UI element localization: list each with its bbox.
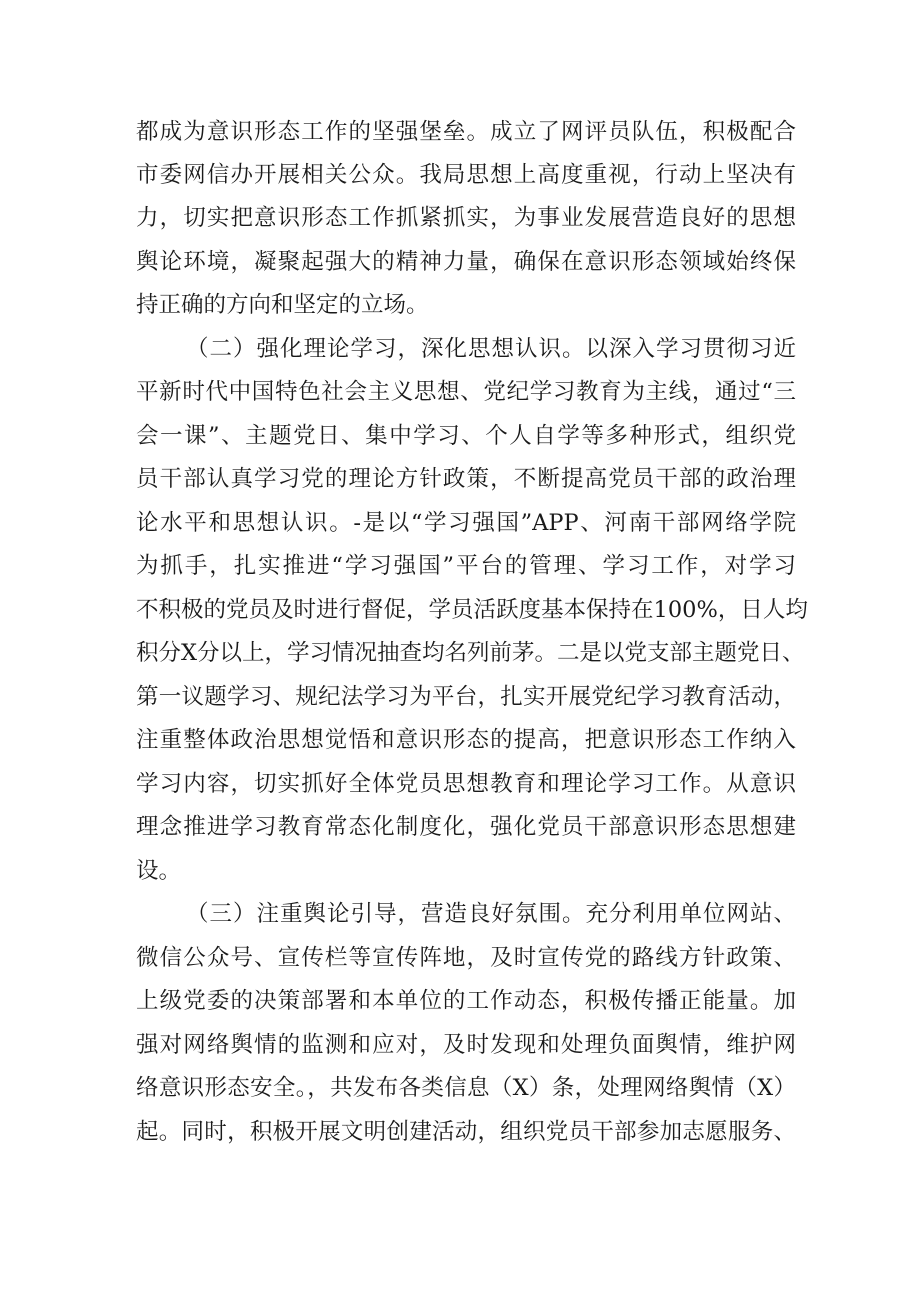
text-line: 舆论环境，凝聚起强大的精神力量，确保在意识形态领域始终保 <box>136 249 796 275</box>
text-line: 平新时代中国特色社会主义思想、党纪学习教育为主线，通过“三 <box>136 379 796 405</box>
text-line: 为抓手，扎实推进“学习强国”平台的管理、学习工作，对学习 <box>136 553 796 579</box>
text-line: 不积极的党员及时进行督促，学员活跃度基本保持在100%，日人均 <box>136 597 808 623</box>
text-line: 微信公众号、宣传栏等宣传阵地，及时宣传党的路线方针政策、 <box>136 945 796 971</box>
text-line: 学习内容，切实抓好全体党员思想教育和理论学习工作。从意识 <box>136 771 796 797</box>
text-line: 论水平和思想认识。-是以“学习强国”APP、河南干部网络学院 <box>136 510 796 536</box>
paragraph-heading-line: （三）注重舆论引导，营造良好氛围。充分利用单位网站、 <box>186 901 796 927</box>
text-line: 络意识形态安全。，共发布各类信息（X）条，处理网络舆情（X） <box>136 1075 796 1101</box>
text-line: 都成为意识形态工作的坚强堡垒。成立了网评员队伍，积极配合 <box>136 119 796 145</box>
text-line: 起。同时，积极开展文明创建活动，组织党员干部参加志愿服务、 <box>136 1119 796 1145</box>
text-line: 员干部认真学习党的理论方针政策，不断提高党员干部的政治理 <box>136 466 796 492</box>
text-line: 强对网络舆情的监测和应对，及时发现和处理负面舆情，维护网 <box>136 1032 796 1058</box>
text-line: 理念推进学习教育常态化制度化，强化党员干部意识形态思想建 <box>136 814 796 840</box>
text-line: 注重整体政治思想觉悟和意识形态的提高，把意识形态工作纳入 <box>136 727 796 753</box>
text-line: 设。 <box>136 858 182 884</box>
text-line: 会一课”、主题党日、集中学习、个人自学等多种形式，组织党 <box>136 423 796 449</box>
text-line: 上级党委的决策部署和本单位的工作动态，积极传播正能量。加 <box>136 988 796 1014</box>
text-line: 力，切实把意识形态工作抓紧抓实，为事业发展营造良好的思想 <box>136 205 796 231</box>
text-line: 第一议题学习、规纪法学习为平台，扎实开展党纪学习教育活动， <box>136 684 796 710</box>
text-line: 积分X分以上，学习情况抽查均名列前茅。二是以党支部主题党日、 <box>136 640 805 666</box>
text-line: 持正确的方向和坚定的立场。 <box>136 292 429 318</box>
paragraph-heading-line: （二）强化理论学习，深化思想认识。以深入学习贯彻习近 <box>186 336 796 362</box>
text-line: 市委网信办开展相关公众。我局思想上高度重视，行动上坚决有 <box>136 162 796 188</box>
